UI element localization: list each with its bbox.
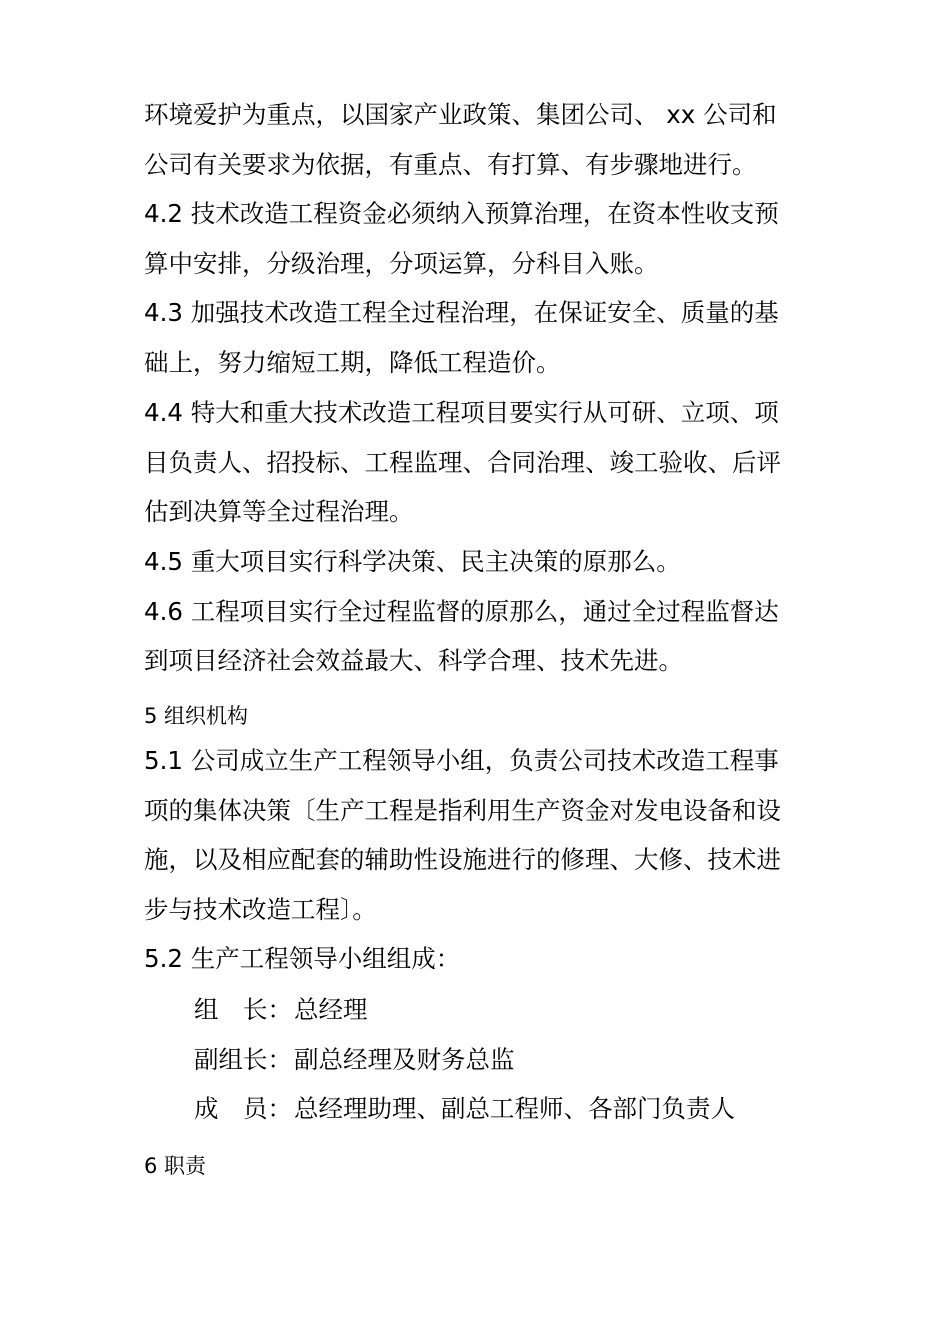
paragraph-line: 5.1 公司成立生产工程领导小组，负责公司技术改造工程事 bbox=[144, 746, 779, 775]
section-heading: 6 职责 bbox=[144, 1154, 207, 1178]
member-person: 总经理助理、副总工程师、各部门负责人 bbox=[294, 1094, 735, 1123]
paragraph-line: 4.2 技术改造工程资金必须纳入预算治理，在资本性收支预 bbox=[144, 199, 779, 228]
member-person: 副总经理及财务总监 bbox=[294, 1045, 515, 1074]
paragraph-line: 础上，努力缩短工期，降低工程造价。 bbox=[144, 348, 561, 377]
paragraph-line: 环境爱护为重点，以国家产业政策、集团公司、 xx 公司和 bbox=[144, 100, 777, 129]
paragraph-line: 算中安排，分级治理，分项运算，分科目入账。 bbox=[144, 249, 659, 278]
paragraph-line: 施，以及相应配套的辅助性设施进行的修理、大修、技术进 bbox=[144, 845, 781, 874]
paragraph-line: 4.3 加强技术改造工程全过程治理，在保证安全、质量的基 bbox=[144, 298, 779, 327]
paragraph-line: 4.6 工程项目实行全过程监督的原那么，通过全过程监督达 bbox=[144, 597, 779, 626]
member-row bbox=[194, 995, 368, 1025]
member-row bbox=[194, 1045, 515, 1075]
section-heading: 5 组织机构 bbox=[144, 704, 249, 728]
paragraph-line: 5.2 生产工程领导小组组成： bbox=[144, 944, 461, 973]
paragraph-line: 目负责人、招投标、工程监理、合同治理、竣工验收、后评 bbox=[144, 448, 781, 477]
member-role: 成 员： bbox=[194, 1094, 292, 1123]
member-role: 组 长： bbox=[194, 995, 292, 1024]
member-person: 总经理 bbox=[294, 995, 368, 1024]
paragraph-line: 估到决算等全过程治理。 bbox=[144, 497, 414, 526]
paragraph-line: 到项目经济社会效益最大、科学合理、技术先进。 bbox=[144, 646, 683, 675]
paragraph-line: 步与技术改造工程〕。 bbox=[144, 895, 377, 924]
paragraph-line: 项的集体决策〔生产工程是指利用生产资金对发电设备和设 bbox=[144, 796, 781, 825]
paragraph-line: 4.4 特大和重大技术改造工程项目要实行从可研、立项、项 bbox=[144, 398, 779, 427]
paragraph-line: 公司有关要求为依据，有重点、有打算、有步骤地进行。 bbox=[144, 150, 757, 179]
member-role: 副组长： bbox=[194, 1045, 292, 1074]
member-row bbox=[194, 1094, 735, 1124]
paragraph-line: 4.5 重大项目实行科学决策、民主决策的原那么。 bbox=[144, 547, 681, 576]
